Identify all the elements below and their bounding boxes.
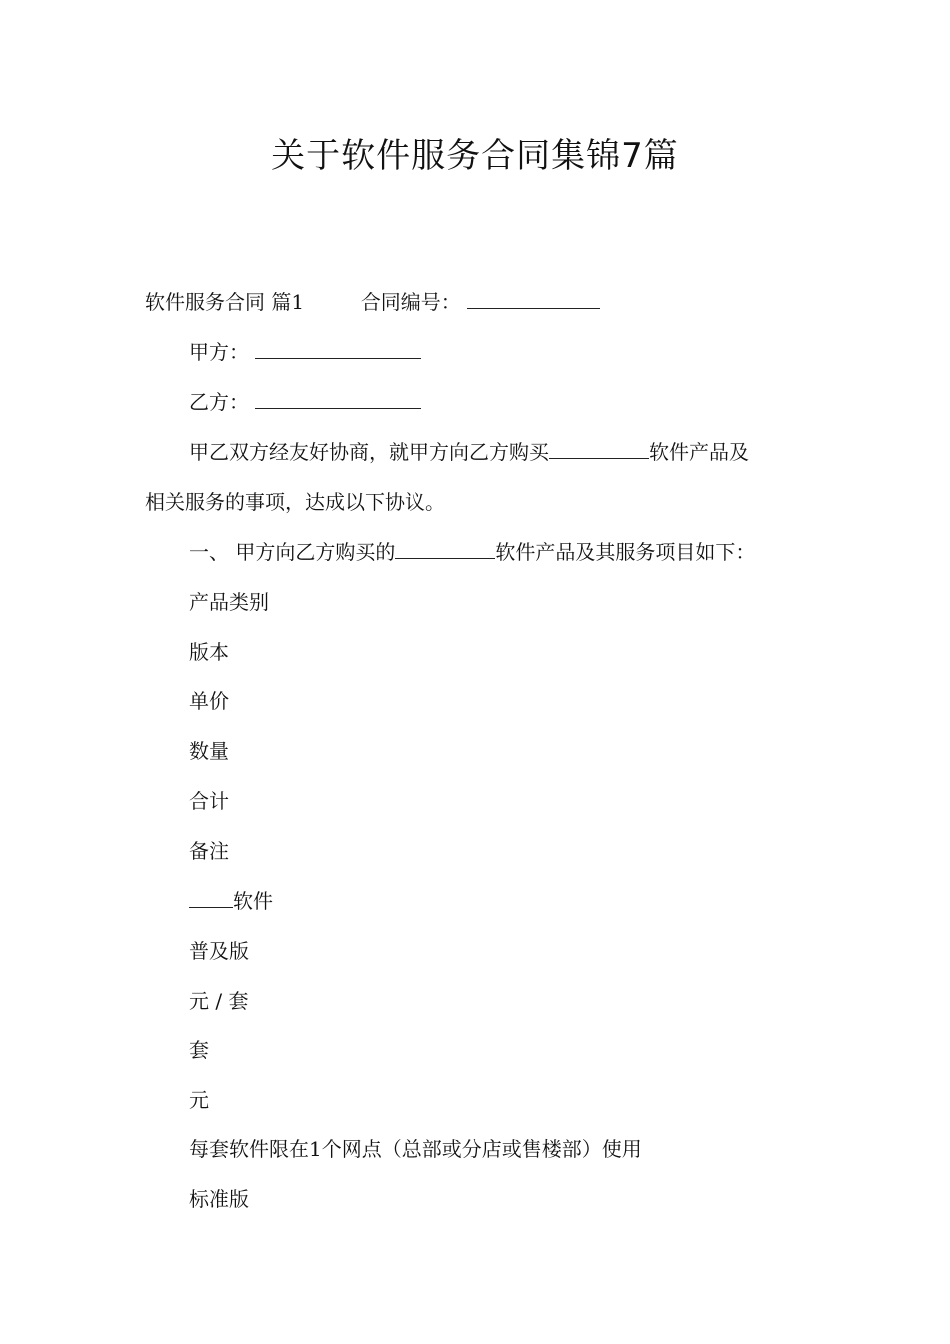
intro-text-2: 软件产品及 (649, 440, 749, 464)
list-item: 单价 (189, 689, 229, 713)
list-item: 普及版 (189, 939, 249, 963)
contract-no-label: 合同编号： (360, 290, 461, 314)
list-item: 备注 (189, 839, 229, 863)
list-item: 每套软件限在1个网点（总部或分店或售楼部）使用 (189, 1137, 642, 1161)
software-item-line (189, 887, 273, 915)
list-item: 合计 (189, 789, 229, 813)
intro-text-1: 甲乙双方经友好协商，就甲方向乙方购买 (189, 440, 549, 464)
contract-no-blank (467, 290, 600, 309)
software-name-blank (189, 889, 233, 908)
contract-label: 软件服务合同 篇1 (145, 290, 305, 314)
party-a-line (189, 338, 421, 366)
section-1-text-2: 软件产品及其服务项目如下： (495, 540, 756, 564)
product-blank (549, 440, 649, 459)
software-item-label: 软件 (233, 889, 273, 913)
list-item: 数量 (189, 739, 229, 763)
intro-text-3: 相关服务的事项，达成以下协议。 (145, 490, 445, 514)
list-item: 元 (189, 1088, 209, 1112)
party-b-label: 乙方： (189, 390, 249, 414)
party-a-blank (255, 340, 421, 359)
list-item: 标准版 (189, 1187, 249, 1211)
party-a-label: 甲方： (189, 340, 249, 364)
contract-header-line (145, 288, 600, 316)
section-1-line (189, 538, 755, 566)
list-item: 产品类别 (189, 590, 269, 614)
party-b-blank (255, 390, 421, 409)
intro-line-2 (145, 488, 445, 516)
intro-line-1 (189, 438, 749, 466)
section-1-text-1: 一、 甲方向乙方购买的 (189, 540, 396, 564)
document-title: 关于软件服务合同集锦7篇 (271, 136, 679, 176)
list-item: 套 (189, 1038, 209, 1062)
list-item: 元 / 套 (189, 989, 249, 1013)
list-item: 版本 (189, 640, 229, 664)
party-b-line (189, 388, 421, 416)
section-1-blank (395, 540, 495, 559)
